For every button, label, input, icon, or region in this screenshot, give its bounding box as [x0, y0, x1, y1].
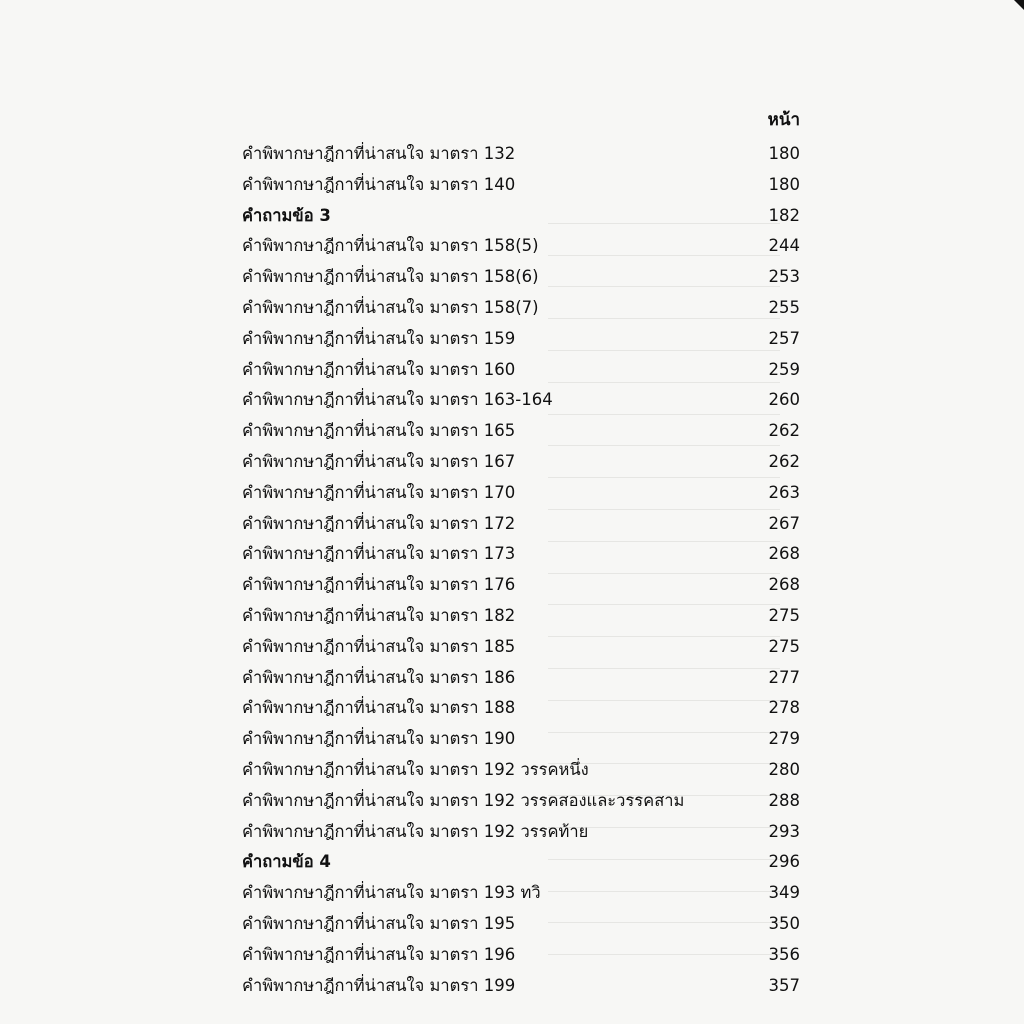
toc-entry-title: คำพิพากษาฎีกาที่น่าสนใจ มาตรา 193 ทวิ [242, 883, 541, 903]
toc-entry-page-number: 275 [768, 636, 800, 656]
toc-entry-page-number: 278 [768, 698, 800, 718]
toc-entry-title: คำพิพากษาฎีกาที่น่าสนใจ มาตรา 160 [242, 359, 516, 379]
toc-entry-title: คำพิพากษาฎีกาที่น่าสนใจ มาตรา 195 [242, 913, 516, 933]
toc-entry-title: คำพิพากษาฎีกาที่น่าสนใจ มาตรา 159 [242, 328, 516, 348]
toc-entry-title: คำพิพากษาฎีกาที่น่าสนใจ มาตรา 176 [242, 575, 516, 595]
toc-entry-page-number: 280 [768, 759, 800, 779]
toc-entry [242, 909, 800, 940]
toc-entry-title: คำพิพากษาฎีกาที่น่าสนใจ มาตรา 158(7) [242, 297, 539, 317]
toc-entry-page-number: 255 [768, 297, 800, 317]
toc-entry-title: คำพิพากษาฎีกาที่น่าสนใจ มาตรา 173 [242, 544, 516, 564]
toc-entry [242, 293, 800, 324]
toc-entry-page-number: 268 [768, 575, 800, 595]
toc-entry-title: คำพิพากษาฎีกาที่น่าสนใจ มาตรา 192 วรรคท้าย [242, 821, 589, 841]
toc-entry-title: คำพิพากษาฎีกาที่น่าสนใจ มาตรา 140 [242, 174, 516, 194]
toc-entry-page-number: 182 [768, 205, 800, 225]
toc-entry-title: คำพิพากษาฎีกาที่น่าสนใจ มาตรา 192 วรรคหนึ่ง [242, 759, 589, 779]
toc-entry-title: คำพิพากษาฎีกาที่น่าสนใจ มาตรา 165 [242, 421, 516, 441]
toc-entry-title: คำพิพากษาฎีกาที่น่าสนใจ มาตรา 199 [242, 975, 516, 995]
toc-entry [242, 262, 800, 293]
toc-entry-page-number: 268 [768, 544, 800, 564]
toc-entry [242, 447, 800, 478]
toc-entry-title: คำพิพากษาฎีกาที่น่าสนใจ มาตรา 190 [242, 729, 516, 749]
toc-entry-page-number: 260 [768, 390, 800, 410]
toc-entry [242, 416, 800, 447]
toc-entry-page-number: 253 [768, 267, 800, 287]
toc-entry-page-number: 293 [768, 821, 800, 841]
toc-entry-title: คำพิพากษาฎีกาที่น่าสนใจ มาตรา 188 [242, 698, 516, 718]
toc-entry-title: คำพิพากษาฎีกาที่น่าสนใจ มาตรา 186 [242, 667, 516, 687]
toc-entry-page-number: 279 [768, 729, 800, 749]
toc-entry-title: คำพิพากษาฎีกาที่น่าสนใจ มาตรา 158(6) [242, 267, 539, 287]
toc-entry-page-number: 259 [768, 359, 800, 379]
toc-entry-title: คำถามข้อ 4 [242, 852, 331, 872]
toc-entry-title: คำพิพากษาฎีกาที่น่าสนใจ มาตรา 132 [242, 144, 516, 163]
toc-entry [242, 355, 800, 386]
toc-entry [242, 231, 800, 262]
toc-entry-page-number: 288 [768, 790, 800, 810]
toc-entry [242, 693, 800, 724]
toc-entry-page-number: 267 [768, 513, 800, 533]
toc-entry [242, 663, 800, 694]
toc-entry-page-number: 180 [768, 174, 800, 194]
toc-entry-page-number: 275 [768, 605, 800, 625]
toc-entry-title: คำพิพากษาฎีกาที่น่าสนใจ มาตรา 182 [242, 605, 516, 625]
toc-entry-page-number: 263 [768, 482, 800, 502]
toc-entry [242, 971, 800, 1002]
toc-entry-title: คำพิพากษาฎีกาที่น่าสนใจ มาตรา 158(5) [242, 236, 539, 256]
toc-entry [242, 324, 800, 355]
toc-entry [242, 385, 800, 416]
toc-section-heading [242, 847, 800, 878]
toc-entry-page-number: 244 [768, 236, 800, 256]
toc-entry-page-number: 350 [768, 913, 800, 933]
toc-entry-page-number: 349 [768, 883, 800, 903]
toc-entry-page-number: 257 [768, 328, 800, 348]
toc-entry-title: คำพิพากษาฎีกาที่น่าสนใจ มาตรา 167 [242, 451, 516, 471]
toc-entry-page-number: 277 [768, 667, 800, 687]
toc-entry [242, 570, 800, 601]
toc-entry [242, 786, 800, 817]
toc-entry-title: คำถามข้อ 3 [242, 205, 331, 225]
page-number-column-label: หน้า [767, 110, 800, 130]
toc-entry [242, 940, 800, 971]
page-corner-mark [1014, 0, 1024, 10]
toc-entry [242, 509, 800, 540]
toc-entry [242, 539, 800, 570]
toc-entry [242, 601, 800, 632]
toc-entry [242, 724, 800, 755]
toc-entry [242, 878, 800, 909]
toc-entry [242, 478, 800, 509]
toc-entry-page-number: 180 [768, 144, 800, 163]
table-of-contents [242, 139, 800, 1001]
toc-entry-title: คำพิพากษาฎีกาที่น่าสนใจ มาตรา 192 วรรคสองและวรรคสาม [242, 790, 685, 810]
toc-entry-page-number: 262 [768, 421, 800, 441]
toc-entry-title: คำพิพากษาฎีกาที่น่าสนใจ มาตรา 172 [242, 513, 516, 533]
toc-entry-title: คำพิพากษาฎีกาที่น่าสนใจ มาตรา 196 [242, 944, 516, 964]
toc-entry-title: คำพิพากษาฎีกาที่น่าสนใจ มาตรา 170 [242, 482, 516, 502]
toc-entry-page-number: 296 [768, 852, 800, 872]
toc-entry-page-number: 262 [768, 451, 800, 471]
toc-entry [242, 170, 800, 201]
toc-entry [242, 139, 800, 170]
toc-entry-title: คำพิพากษาฎีกาที่น่าสนใจ มาตรา 185 [242, 636, 516, 656]
toc-entry [242, 755, 800, 786]
toc-entry-title: คำพิพากษาฎีกาที่น่าสนใจ มาตรา 163-164 [242, 390, 553, 410]
toc-section-heading [242, 201, 800, 232]
toc-entry-page-number: 357 [768, 975, 800, 995]
toc-entry [242, 817, 800, 848]
toc-entry-page-number: 356 [768, 944, 800, 964]
toc-entry [242, 632, 800, 663]
